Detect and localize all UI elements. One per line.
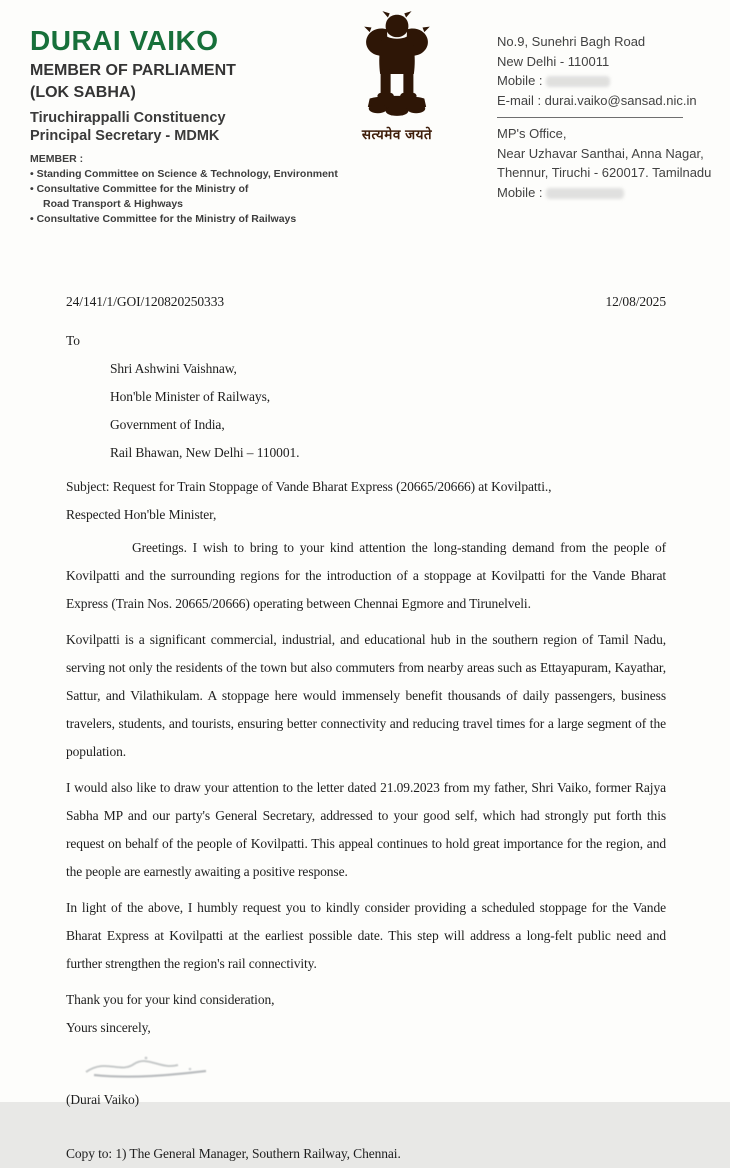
membership-text-cont: Road Transport & Highways <box>43 198 184 211</box>
to-label: To <box>66 333 80 348</box>
letterhead <box>0 0 730 268</box>
emblem-motto: सत्यमेव जयते <box>361 127 433 142</box>
membership-item <box>30 212 342 227</box>
office-line2: Near Uzhavar Santhai, Anna Nagar, <box>497 145 704 161</box>
membership-text: Consultative Committee for the Ministry of Railways <box>36 212 297 225</box>
mp-name: DURAI VAIKO <box>30 25 219 56</box>
mobile-label: Mobile : <box>497 73 547 88</box>
member-label: MEMBER : <box>30 153 84 166</box>
contact-divider <box>497 117 683 118</box>
salutation: Respected Hon'ble Minister, <box>66 507 217 522</box>
mp-title: MEMBER OF PARLIAMENT <box>30 62 236 80</box>
paragraph-2: Kovilpatti is a significant commercial, industrial, and educational hub in the southern region of Tamil Nadu, serving not only the residents of the town but also commuters from nearby areas such as Ettayapuram, Kayathar, Sattur, and Vilathikulam. A stoppage here would immensely benefit thousands of daily passengers, business travelers, students, and tourists, ensuring better connectivity and reducing travel times for a large segment of the population. <box>66 632 666 759</box>
mobile-label: Mobile : <box>497 184 547 200</box>
mp-house: (LOK SABHA) <box>30 83 136 101</box>
reference-number: 24/141/1/GOI/120820250333 <box>66 294 224 309</box>
office-line1: MP's Office, <box>497 126 567 141</box>
membership-item <box>30 167 342 182</box>
membership-text: Standing Committee on Science & Technology, Environment <box>36 168 338 181</box>
addressee-block <box>110 355 666 467</box>
delhi-mobile <box>497 71 709 91</box>
letterhead-contact <box>497 32 712 202</box>
handwritten-signature <box>72 1046 252 1084</box>
membership-text: Consultative Committee for the Ministry of <box>36 183 249 196</box>
membership-item <box>30 182 342 212</box>
letter-date: 12/08/2025 <box>605 294 666 309</box>
mp-constituency: Tiruchirappalli Constituency <box>30 109 226 126</box>
paragraph-1: Greetings. I wish to bring to your kind attention the long-standing demand from the people of Kovilpatti and the surrounding regions for the introduction of a stoppage at Kovilpatti for the Vande Bharat Express (Train Nos. 20665/20666) operating between Chennai Egmore and Tirunelveli. <box>66 540 666 611</box>
delhi-address-line1: No.9, Sunehri Bagh Road <box>497 34 646 49</box>
letter-body <box>0 294 730 1168</box>
signature-area <box>66 1044 666 1086</box>
redacted-mobile-number <box>546 188 624 199</box>
email-line: E-mail : durai.vaiko@sansad.nic.in <box>497 92 697 108</box>
paragraph-4: In light of the above, I humbly request you to kindly consider providing a scheduled stoppage for the Vande Bharat Express at Kovilpatti at the earliest possible date. This step will address a long-felt public need and further strengthen the region's rail connectivity. <box>66 900 666 971</box>
lion-capital-of-ashoka-icon <box>356 10 438 118</box>
national-emblem <box>336 10 458 143</box>
addressee-name: Shri Ashwini Vaishnaw, <box>110 361 237 376</box>
subject-line: Subject: Request for Train Stoppage of Vande Bharat Express (20665/20666) at Kovilpatti., <box>66 479 552 494</box>
reference-row <box>66 294 666 310</box>
mp-party-post: Principal Secretary - MDMK <box>30 128 220 145</box>
copy-to-line: Copy to: 1) The General Manager, Southern Railway, Chennai. <box>66 1146 401 1161</box>
paragraph-3: I would also like to draw your attention to the letter dated 21.09.2023 from my father, Shri Vaiko, former Rajya Sabha MP and our party's General Secretary, addressed to your good self, which had strongly put forth this request on behalf of the people of Kovilpatti. This appeal continues to hold great importance for the region, and the people are earnestly awaiting a positive response. <box>66 780 666 879</box>
thanks-line: Thank you for your kind consideration, <box>66 992 275 1007</box>
letterhead-identity <box>30 26 342 227</box>
signatory-name: (Durai Vaiko) <box>66 1092 140 1107</box>
addressee-title: Hon'ble Minister of Railways, <box>110 389 271 404</box>
closing-line: Yours sincerely, <box>66 1020 151 1035</box>
redacted-mobile-number <box>546 76 610 87</box>
delhi-address-line2: New Delhi - 110011 <box>497 53 610 69</box>
addressee-address: Rail Bhawan, New Delhi – 110001. <box>110 445 300 460</box>
office-line3: Thennur, Tiruchi - 620017. Tamilnadu <box>497 165 712 180</box>
addressee-org: Government of India, <box>110 417 225 432</box>
office-mobile <box>497 183 709 203</box>
membership-list <box>30 167 342 227</box>
